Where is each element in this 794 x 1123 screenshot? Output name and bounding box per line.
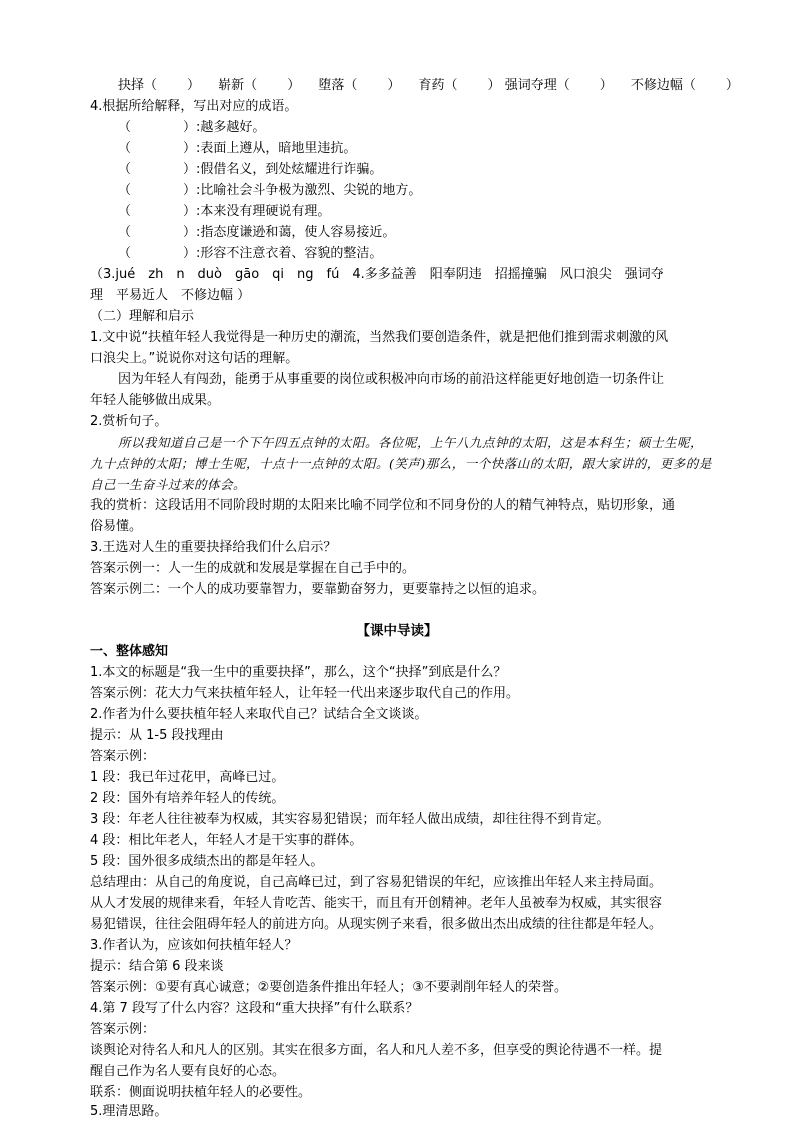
answer-text: 谈舆论对待名人和凡人的区别。其实在很多方面，名人和凡人差不多，但享受的舆论待遇不一样。提 [90,1043,663,1058]
question-text: 5.理清思路。 [90,1104,168,1119]
word-item: 育药（ [418,78,458,93]
answer-text: 俗易懂。 [90,519,143,534]
word-blank-close: ） [387,78,401,93]
answer-text: 答案示例二：一个人的成功要靠智力，要靠勤奋努力，更要靠持之以恒的追求。 [90,582,546,597]
hint-text: 提示：从 1-5 段找理由 [90,728,224,743]
question-text: 3.王选对人生的重要抉择给我们什么启示？ [90,540,337,555]
question-text: 2.赏析句子。 [90,414,168,429]
answer-label: 答案示例： [90,1022,156,1037]
answer-text: 答案示例一：人一生的成就和发展是掌握在自己手中的。 [90,561,416,576]
word-blank-close: ） [187,78,201,93]
question-text: 口浪尖上。”说说你对这句话的理解。 [90,351,299,366]
word-item: 崭新（ [218,78,258,93]
page-title: 【课中导读】 [356,623,438,639]
word-blank-close: ） [487,78,501,93]
idiom-item: （ ）:比喻社会斗争极为激烈、尖锐的地方。 [118,183,422,198]
answer-label: 答案示例： [90,749,156,764]
idiom-item: （ ）:形容不注意衣着、容貌的整洁。 [118,246,383,261]
quote-text: 所以我知道自己是一个下午四五点钟的太阳。各位呢，上午八九点钟的太阳，这是本科生；硕士生呢， [118,435,704,450]
question-text: 4.第 7 段写了什么内容？这段和“重大抉择”有什么联系？ [90,1001,419,1016]
word-item: 堕落（ [318,78,358,93]
summary-text: 总结理由：从自己的角度说，自己高峰已过，到了容易犯错误的年纪，应该推出年轻人来主持局面。 [90,875,663,890]
answer-text: 醒自己作为名人要有良好的心态。 [90,1064,286,1079]
section-heading: （二）理解和启示 [90,309,195,324]
answer-text: 我的赏析：这段话用不同阶段时期的太阳来比喻不同学位和不同身份的人的精气神特点，贴切形象，通 [90,498,676,513]
word-blank-close: ） [599,78,613,93]
answer-key-line: （3.jué zh n duò gāo qi ng fú 4.多多益善 阳奉阴违 招摇撞骗 风口浪尖 强词夺 [90,267,664,282]
idiom-item: （ ）:指态度谦逊和蔼，使人容易接近。 [118,225,396,240]
answer-text: 因为年轻人有闯劲，能勇于从事重要的岗位或积极冲向市场的前沿这样能更好地创造一切条件让 [118,372,665,387]
list-item: 2 段：国外有培养年轻人的传统。 [90,791,285,806]
answer-text: 联系：侧面说明扶植年轻人的必要性。 [90,1085,312,1100]
word-blank-close: ） [725,78,739,93]
section-heading: 一、整体感知 [90,644,169,659]
summary-text: 从人才发展的规律来看，年轻人肯吃苦、能实干，而且有开创精神。老年人虽被奉为权威，其实很容 [90,896,663,911]
word-item: 不修边幅（ [630,78,696,93]
question-text: 1.文中说“扶植年轻人我觉得是一种历史的潮流，当然我们要创造条件，就是把他们推到需求刺激的风 [90,330,669,345]
answer-text: 答案示例：①要有真心诚意；②要创造条件推出年轻人；③不要剥削年轻人的荣誉。 [90,980,567,995]
idiom-item: （ ）:越多越好。 [118,120,266,135]
list-item: 5 段：国外很多成绩杰出的都是年轻人。 [90,854,324,869]
quote-text: 自己一生奋斗过来的体会。 [90,477,247,492]
list-item: 1 段：我已年过花甲，高峰已过。 [90,770,285,785]
quote-text: 九十点钟的太阳；博士生呢，十点十一点钟的太阳。(笑声)那么，一个快落山的太阳，跟大家讲的，更多的是 [90,456,712,471]
pinyin-words-row [118,76,739,96]
summary-text: 易犯错误，往往会阻碍年轻人的前进方向。从现实例子来看，很多做出杰出成绩的往往都是年轻人。 [90,917,663,932]
answer-text: 答案示例：花大力气来扶植年轻人，让年轻一代出来逐步取代自己的作用。 [90,686,520,701]
question-4-prompt: 4.根据所给解释，写出对应的成语。 [90,99,298,114]
idiom-item: （ ）:表面上遵从，暗地里违抗。 [118,141,357,156]
hint-text: 提示：结合第 6 段来谈 [90,959,224,974]
word-item: 抉择（ [118,78,158,93]
question-text: 3.作者认为，应该如何扶植年轻人？ [90,938,298,953]
question-text: 2.作者为什么要扶植年轻人来取代自己？试结合全文谈谈。 [90,707,428,722]
idiom-item: （ ）:假借名义，到处炫耀进行诈骗。 [118,162,383,177]
word-blank-close: ） [287,78,301,93]
question-text: 1.本文的标题是“我一生中的重要抉择”，那么，这个“抉择”到底是什么？ [90,665,507,680]
answer-text: 年轻人能够做出成果。 [90,393,221,408]
answer-key-line: 理 平易近人 不修边幅 ） [90,288,251,303]
idiom-item: （ ）:本来没有理硬说有理。 [118,204,331,219]
list-item: 4 段：相比年老人，年轻人才是干实事的群体。 [90,833,363,848]
word-item: 强词夺理（ [504,78,570,93]
list-item: 3 段：年老人往往被奉为权威，其实容易犯错误；而年轻人做出成绩，却往往得不到肯定。 [90,812,610,827]
